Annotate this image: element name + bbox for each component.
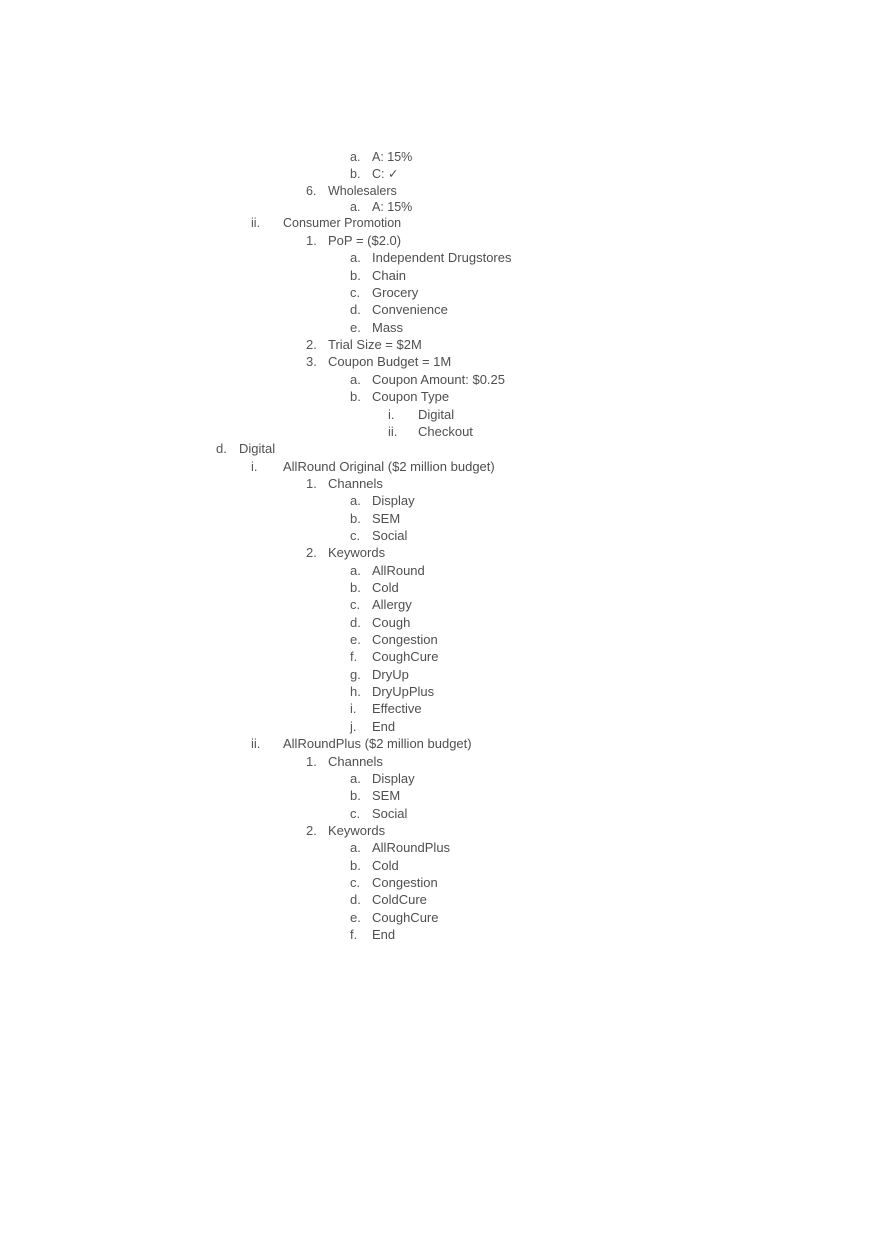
outline-item: [0, 388, 880, 405]
list-item-text: Channels: [328, 753, 383, 769]
list-marker: d.: [350, 614, 361, 630]
outline-item: [0, 284, 880, 301]
outline-item: [0, 839, 880, 856]
list-marker: 1.: [306, 233, 317, 248]
outline-item: [0, 891, 880, 908]
list-item-text: AllRound Original ($2 million budget): [283, 458, 495, 474]
list-marker: b.: [350, 788, 361, 804]
outline-item: [0, 700, 880, 717]
list-marker: c.: [350, 874, 361, 890]
list-item-text: SEM: [372, 788, 401, 804]
outline-item: [0, 544, 880, 561]
outline-item: [0, 199, 880, 216]
outline-item: [0, 510, 880, 527]
list-marker: 2.: [306, 545, 317, 561]
list-marker: c.: [350, 285, 361, 301]
list-marker: i.: [350, 701, 357, 717]
list-item-text: Independent Drugstores: [372, 250, 512, 266]
list-item-text: Grocery: [372, 285, 419, 301]
list-item-text: SEM: [372, 510, 401, 526]
list-marker: e.: [350, 319, 361, 335]
list-item-text: Effective: [372, 701, 422, 717]
outline-item: [0, 353, 880, 370]
list-item-text: Display: [372, 770, 415, 786]
list-item-text: Wholesalers: [328, 184, 397, 198]
list-item-text: AllRound: [372, 562, 425, 578]
outline-item: [0, 787, 880, 804]
list-item-text: Convenience: [372, 302, 448, 318]
outline-item: [0, 475, 880, 492]
outline-item: [0, 562, 880, 579]
list-marker: i.: [251, 458, 258, 474]
list-marker: d.: [350, 302, 361, 318]
list-marker: a.: [350, 150, 361, 164]
outline-item: [0, 301, 880, 318]
list-marker: b.: [350, 510, 361, 526]
list-item-text: Congestion: [372, 632, 438, 648]
outline-item: [0, 232, 880, 249]
list-marker: b.: [350, 167, 361, 181]
outline-item: [0, 423, 880, 440]
list-marker: f.: [350, 927, 358, 942]
outline-item: [0, 458, 880, 475]
list-item-text: Congestion: [372, 874, 438, 890]
list-marker: b.: [350, 857, 361, 873]
outline-item: [0, 874, 880, 891]
list-marker: 6.: [306, 184, 317, 198]
list-item-text: PoP = ($2.0): [328, 233, 402, 248]
outline-item: [0, 149, 880, 166]
list-item-text: Display: [372, 493, 415, 509]
outline-item: [0, 683, 880, 700]
list-item-text: Keywords: [328, 545, 386, 561]
list-marker: a.: [350, 770, 361, 786]
outline-item: [0, 926, 880, 943]
outline-item: [0, 614, 880, 631]
list-marker: e.: [350, 632, 361, 648]
list-item-text: Chain: [372, 267, 406, 283]
list-marker: c.: [350, 805, 361, 821]
outline-item: [0, 579, 880, 596]
list-marker: 3.: [306, 354, 317, 370]
outline-item: [0, 909, 880, 926]
list-marker: f.: [350, 649, 358, 665]
list-marker: 1.: [306, 475, 317, 491]
list-item-text: Channels: [328, 475, 383, 491]
list-marker: g.: [350, 666, 361, 682]
outline-item: [0, 648, 880, 665]
list-marker: a.: [350, 250, 361, 266]
list-marker: b.: [350, 580, 361, 595]
outline-item: [0, 770, 880, 787]
list-item-text: A: 15%: [372, 200, 413, 214]
list-item-text: AllRoundPlus: [372, 840, 451, 856]
outline-item: [0, 666, 880, 683]
list-item-text: Keywords: [328, 822, 386, 838]
list-marker: ii.: [251, 736, 261, 752]
list-item-text: Coupon Amount: $0.25: [372, 371, 505, 387]
list-marker: a.: [350, 493, 361, 509]
list-item-text: Consumer Promotion: [283, 216, 402, 230]
outline-item: [0, 735, 880, 752]
list-marker: i.: [388, 406, 395, 422]
list-item-text: ColdCure: [372, 892, 427, 908]
list-marker: a.: [350, 840, 361, 856]
list-marker: 2.: [306, 822, 317, 838]
list-marker: c.: [350, 527, 361, 543]
list-item-text: AllRoundPlus ($2 million budget): [283, 736, 472, 752]
list-item-text: CoughCure: [372, 649, 439, 665]
list-marker: d.: [216, 441, 227, 457]
list-marker: b.: [350, 267, 361, 283]
outline-item: [0, 215, 880, 232]
list-marker: h.: [350, 684, 361, 700]
list-marker: j.: [350, 718, 357, 734]
list-item-text: Coupon Budget = 1M: [328, 354, 452, 370]
outline-item: [0, 319, 880, 336]
list-marker: b.: [350, 389, 361, 405]
outline-item: [0, 371, 880, 388]
list-item-text: Social: [372, 805, 408, 821]
list-marker: 2.: [306, 337, 317, 353]
list-marker: 1.: [306, 753, 317, 769]
outline-item: [0, 406, 880, 423]
outline-item: [0, 596, 880, 613]
list-item-text: Cold: [372, 857, 399, 873]
outline-item: [0, 440, 880, 457]
list-marker: a.: [350, 200, 361, 214]
list-marker: a.: [350, 562, 361, 578]
list-item-text: CoughCure: [372, 909, 439, 925]
list-marker: a.: [350, 371, 361, 387]
outline-item: [0, 631, 880, 648]
list-item-text: Cold: [372, 580, 399, 595]
list-item-text: DryUpPlus: [372, 684, 435, 700]
list-item-text: Digital: [418, 406, 455, 422]
list-item-text: Allergy: [372, 597, 412, 613]
list-item-text: A: 15%: [372, 150, 413, 164]
list-marker: ii.: [251, 216, 261, 230]
list-item-text: Digital: [239, 441, 276, 457]
outline-item: [0, 492, 880, 509]
outline-item: [0, 249, 880, 266]
list-item-text: Cough: [372, 614, 411, 630]
outline-item: [0, 527, 880, 544]
outline-item: [0, 805, 880, 822]
list-marker: d.: [350, 892, 361, 908]
outline-item: [0, 857, 880, 874]
list-item-text: End: [372, 927, 396, 942]
list-item-text: Coupon Type: [372, 389, 450, 405]
outline-item: [0, 183, 880, 200]
list-item-text: Trial Size = $2M: [328, 337, 422, 353]
list-item-text: Checkout: [418, 423, 473, 439]
outline-item: [0, 336, 880, 353]
outline-item: [0, 267, 880, 284]
list-marker: c.: [350, 597, 361, 613]
outline-item: [0, 822, 880, 839]
list-item-text: Social: [372, 527, 408, 543]
list-item-text: End: [372, 718, 396, 734]
outline-item: [0, 166, 880, 183]
outline-item: [0, 753, 880, 770]
outline-item: [0, 718, 880, 735]
list-item-text: C: ✓: [372, 167, 399, 181]
list-item-text: Mass: [372, 319, 404, 335]
list-marker: e.: [350, 909, 361, 925]
list-marker: ii.: [388, 423, 398, 439]
list-item-text: DryUp: [372, 666, 409, 682]
